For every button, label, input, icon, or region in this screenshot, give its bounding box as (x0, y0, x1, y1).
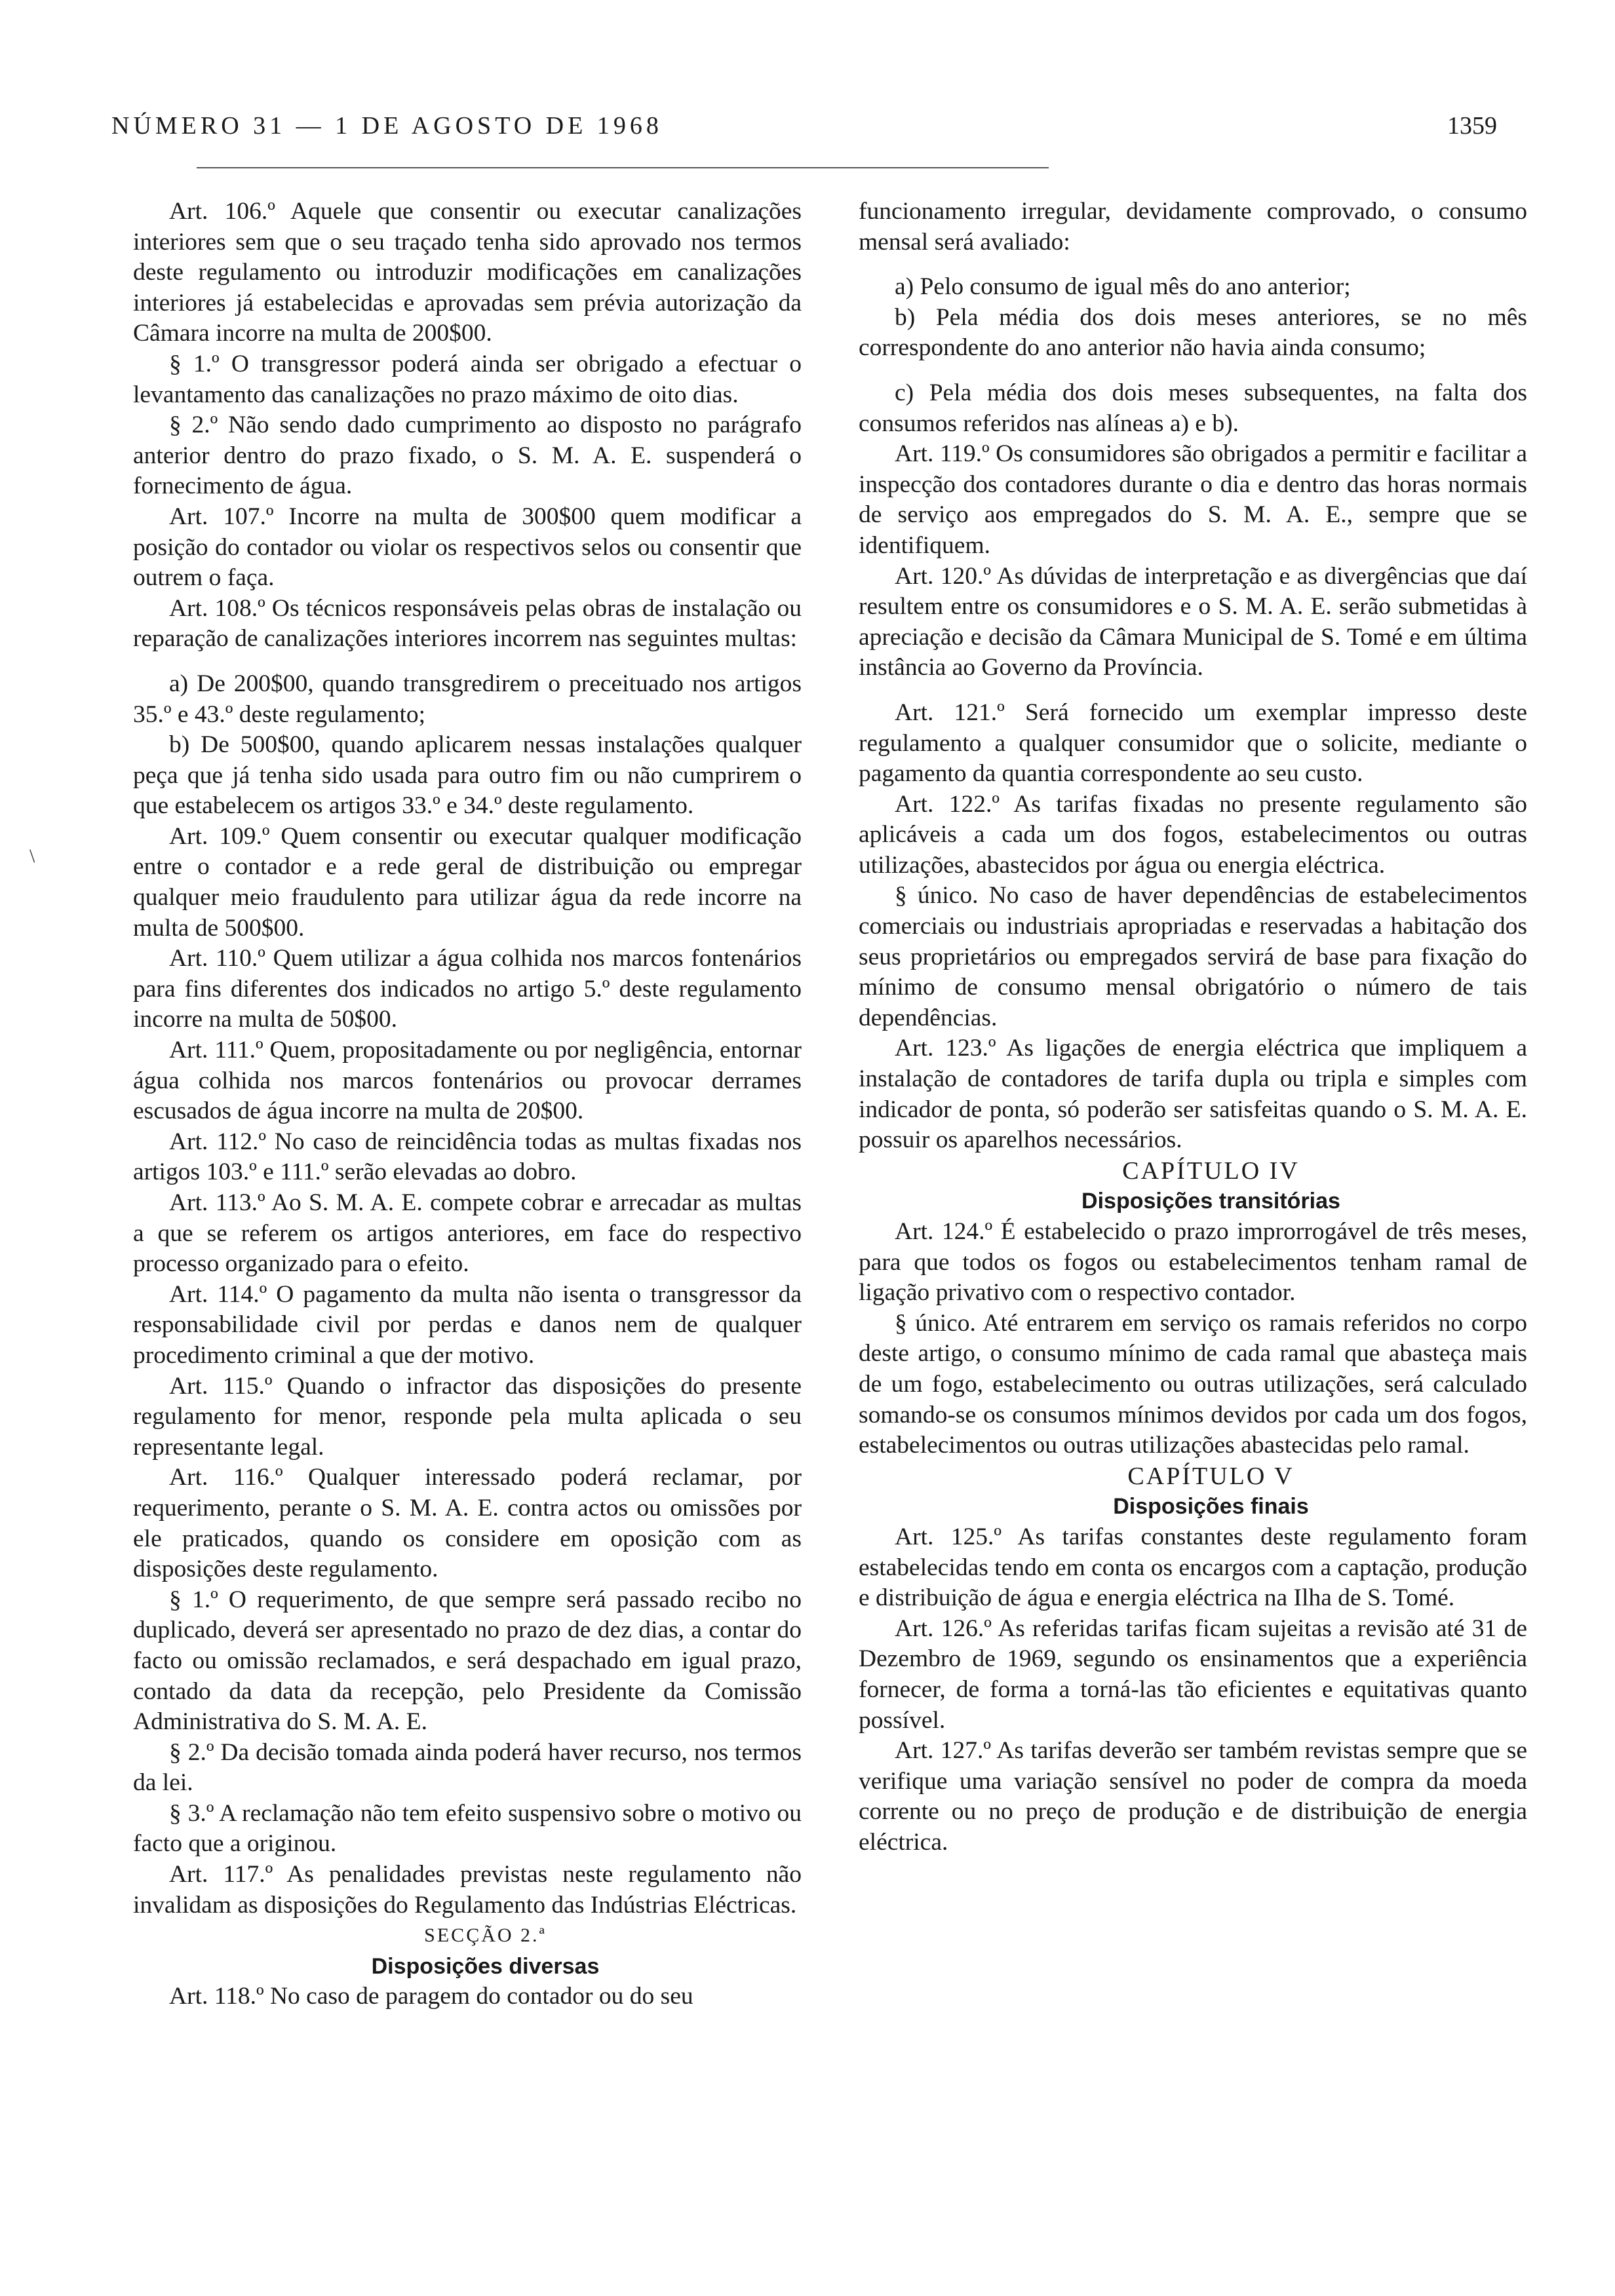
page-title: NÚMERO 31 — 1 DE AGOSTO DE 1968 (111, 112, 663, 140)
paragraph: Art. 123.º As ligações de energia eléctrica que impliquem a instalação de contadores de tarifa dupla ou tripla e simples com indicador de ponta, só poderão ser satisfeitas quando o S. M. A. E. possuir os aparelhos necessários. (859, 1035, 1527, 1154)
paragraph: Art. 113.º Ao S. M. A. E. compete cobrar e arrecadar as multas a que se referem os artigos anteriores, em face do respectivo processo organizado para o efeito. (133, 1189, 802, 1278)
paragraph: § 2.º Não sendo dado cumprimento ao disposto no parágrafo anterior dentro do prazo fixado, o S. M. A. E. suspenderá o fornecimento de água. (133, 411, 802, 500)
paragraph: c) Pela média dos dois meses subsequentes, na falta dos consumos referidos nas alíneas a) e b). (859, 379, 1527, 437)
paragraph: Art. 127.º As tarifas deverão ser também revistas sempre que se verifique uma variação sensível no poder de compra da moeda corrente ou no preço de produção e de distribuição de energia eléctrica. (859, 1737, 1527, 1856)
page-number: 1359 (1447, 112, 1497, 140)
paragraph: § 1.º O requerimento, de que sempre será passado recibo no duplicado, deverá ser apresentado no prazo de dez dias, a contar do facto ou omissão reclamados, e será despachado em igual prazo, contado da data da recepção, pelo Presidente da Comissão Administrativa do S. M. A. E. (133, 1586, 802, 1736)
spacer (133, 655, 802, 669)
paragraph: Art. 122.º As tarifas fixadas no presente regulamento são aplicáveis a cada um dos fogos, estabelecimentos ou outras utilizações, abastecidos por água ou energia eléctrica. (859, 790, 1527, 879)
paragraph: Art. 119.º Os consumidores são obrigados a permitir e facilitar a inspecção dos contadores durante o dia e dentro das horas normais de serviço aos empregados do S. M. A. E., sempre que se identifiquem. (859, 440, 1527, 559)
paragraph: Art. 110.º Quem utilizar a água colhida nos marcos fontenários para fins diferentes dos indicados no artigo 5.º deste regulamento incorre na multa de 50$00. (133, 945, 802, 1033)
paragraph: Art. 112.º No caso de reincidência todas as multas fixadas nos artigos 103.º e 111.º serão elevadas ao dobro. (133, 1128, 802, 1186)
paragraph: Art. 109.º Quem consentir ou executar qualquer modificação entre o contador e a rede geral de distribuição ou empregar qualquer meio fraudulento para utilizar água da rede incorre na multa de 500$00. (133, 822, 802, 942)
section-subheading: Disposições diversas (371, 1953, 600, 1979)
paragraph: § 3.º A reclamação não tem efeito suspensivo sobre o motivo ou facto que a originou. (133, 1799, 802, 1858)
paragraph: Art. 117.º As penalidades previstas neste regulamento não invalidam as disposições do Regulamento das Indústrias Eléctricas. (133, 1861, 802, 1919)
paragraph: a) De 200$00, quando transgredirem o preceituado nos artigos 35.º e 43.º deste regulamento; (133, 670, 802, 728)
paragraph: § único. No caso de haver dependências de estabelecimentos comerciais ou industriais apropriadas e reservadas a habitação dos seus proprietários ou empregados servirá de base para fixação do mínimo de consumo mensal obrigatório o número de tais dependências. (859, 882, 1527, 1031)
paragraph: Art. 106.º Aquele que consentir ou executar canalizações interiores sem que o seu traçado tenha sido aprovado nos termos deste regulamento ou introduzir modificações em canalizações interiores já estabelecidas e aprovadas sem prévia autorização da Câmara incorre na multa de 200$00. (133, 198, 802, 347)
right-column (859, 197, 1527, 1858)
section-subheading: Disposições transitórias (1081, 1189, 1340, 1214)
paragraph: Art. 125.º As tarifas constantes deste regulamento foram estabelecidas tendo em conta os encargos com a captação, produção e distribuição de água e energia eléctrica na Ilha de S. Tomé. (859, 1523, 1527, 1612)
paragraph: Art. 120.º As dúvidas de interpretação e as divergências que daí resultem entre os consumidores e o S. M. A. E. serão submetidas à apreciação e decisão da Câmara Municipal de S. Tomé e em última instância ao Governo da Província. (859, 562, 1527, 681)
paragraph: § 2.º Da decisão tomada ainda poderá haver recurso, nos termos da lei. (133, 1738, 802, 1797)
chapter-heading: CAPÍTULO IV (1122, 1157, 1300, 1185)
paragraph: § 1.º O transgressor poderá ainda ser obrigado a efectuar o levantamento das canalizações no prazo máximo de oito dias. (133, 350, 802, 408)
paragraph: Art. 121.º Será fornecido um exemplar impresso deste regulamento a qualquer consumidor que o solicite, mediante o pagamento da quantia correspondente ao seu custo. (859, 698, 1527, 788)
spacer (859, 364, 1527, 378)
paragraph: Art. 118.º No caso de paragem do contador ou do seu (169, 1983, 693, 2010)
paragraph: Art. 116.º Qualquer interessado poderá reclamar, por requerimento, perante o S. M. A. E. contra actos ou omissões por ele praticados, quando os considere em oposição com as disposições deste regulamento. (133, 1464, 802, 1583)
section-subheading: Disposições finais (1113, 1494, 1309, 1520)
paragraph: funcionamento irregular, devidamente comprovado, o consumo mensal será avaliado: (859, 198, 1527, 256)
left-column (133, 197, 802, 2012)
paragraph: § único. Até entrarem em serviço os ramais referidos no corpo deste artigo, o consumo mínimo de cada ramal que abasteça mais de um fogo, estabelecimento ou outras utilizações, será calculado somando-se os consumos mínimos devidos por cada um dos fogos, estabelecimentos ou outras utilizações abastecidas pelo ramal. (859, 1309, 1527, 1459)
paragraph: Art. 111.º Quem, propositadamente ou por negligência, entornar água colhida nos marcos fontenários ou provocar derrames escusados de água incorre na multa de 20$00. (133, 1037, 802, 1125)
page-header (111, 111, 1497, 157)
paragraph: Art. 107.º Incorre na multa de 300$00 quem modificar a posição do contador ou violar os respectivos selos ou consentir que outrem o faça. (133, 503, 802, 592)
paragraph: Art. 115.º Quando o infractor das disposições do presente regulamento for menor, responde pela multa aplicada o seu representante legal. (133, 1372, 802, 1461)
paragraph: a) Pelo consumo de igual mês do ano anterior; (895, 273, 1351, 301)
paragraph: Art. 108.º Os técnicos responsáveis pelas obras de instalação ou reparação de canalizações interiores incorrem nas seguintes multas: (133, 594, 802, 653)
paragraph: Art. 124.º É estabelecido o prazo improrrogável de três meses, para que todos os fogos ou estabelecimentos tenham ramal de ligação privativo com o respectivo contador. (859, 1218, 1527, 1307)
section-label: SECÇÃO 2.ª (424, 1924, 547, 1947)
paragraph: b) De 500$00, quando aplicarem nessas instalações qualquer peça que já tenha sido usada para outro fim ou não cumprirem o que estabelecem os artigos 33.º e 34.º deste regulamento. (133, 731, 802, 820)
spacer (859, 258, 1527, 272)
paragraph: Art. 126.º As referidas tarifas ficam sujeitas a revisão até 31 de Dezembro de 1969, segundo os ensinamentos que a experiência fornecer, de forma a torná-las tão eficientes e equitativas quanto possível. (859, 1615, 1527, 1734)
paragraph: Art. 114.º O pagamento da multa não isenta o transgressor da responsabilidade civil por perdas e danos nem de qualquer procedimento criminal a que der motivo. (133, 1280, 802, 1369)
header-rule (197, 167, 1049, 168)
chapter-heading: CAPÍTULO V (1127, 1462, 1294, 1490)
paragraph: b) Pela média dos dois meses anteriores, se no mês correspondente do ano anterior não havia ainda consumo; (859, 303, 1527, 362)
margin-mark: \ (29, 845, 35, 867)
spacer (859, 683, 1527, 698)
